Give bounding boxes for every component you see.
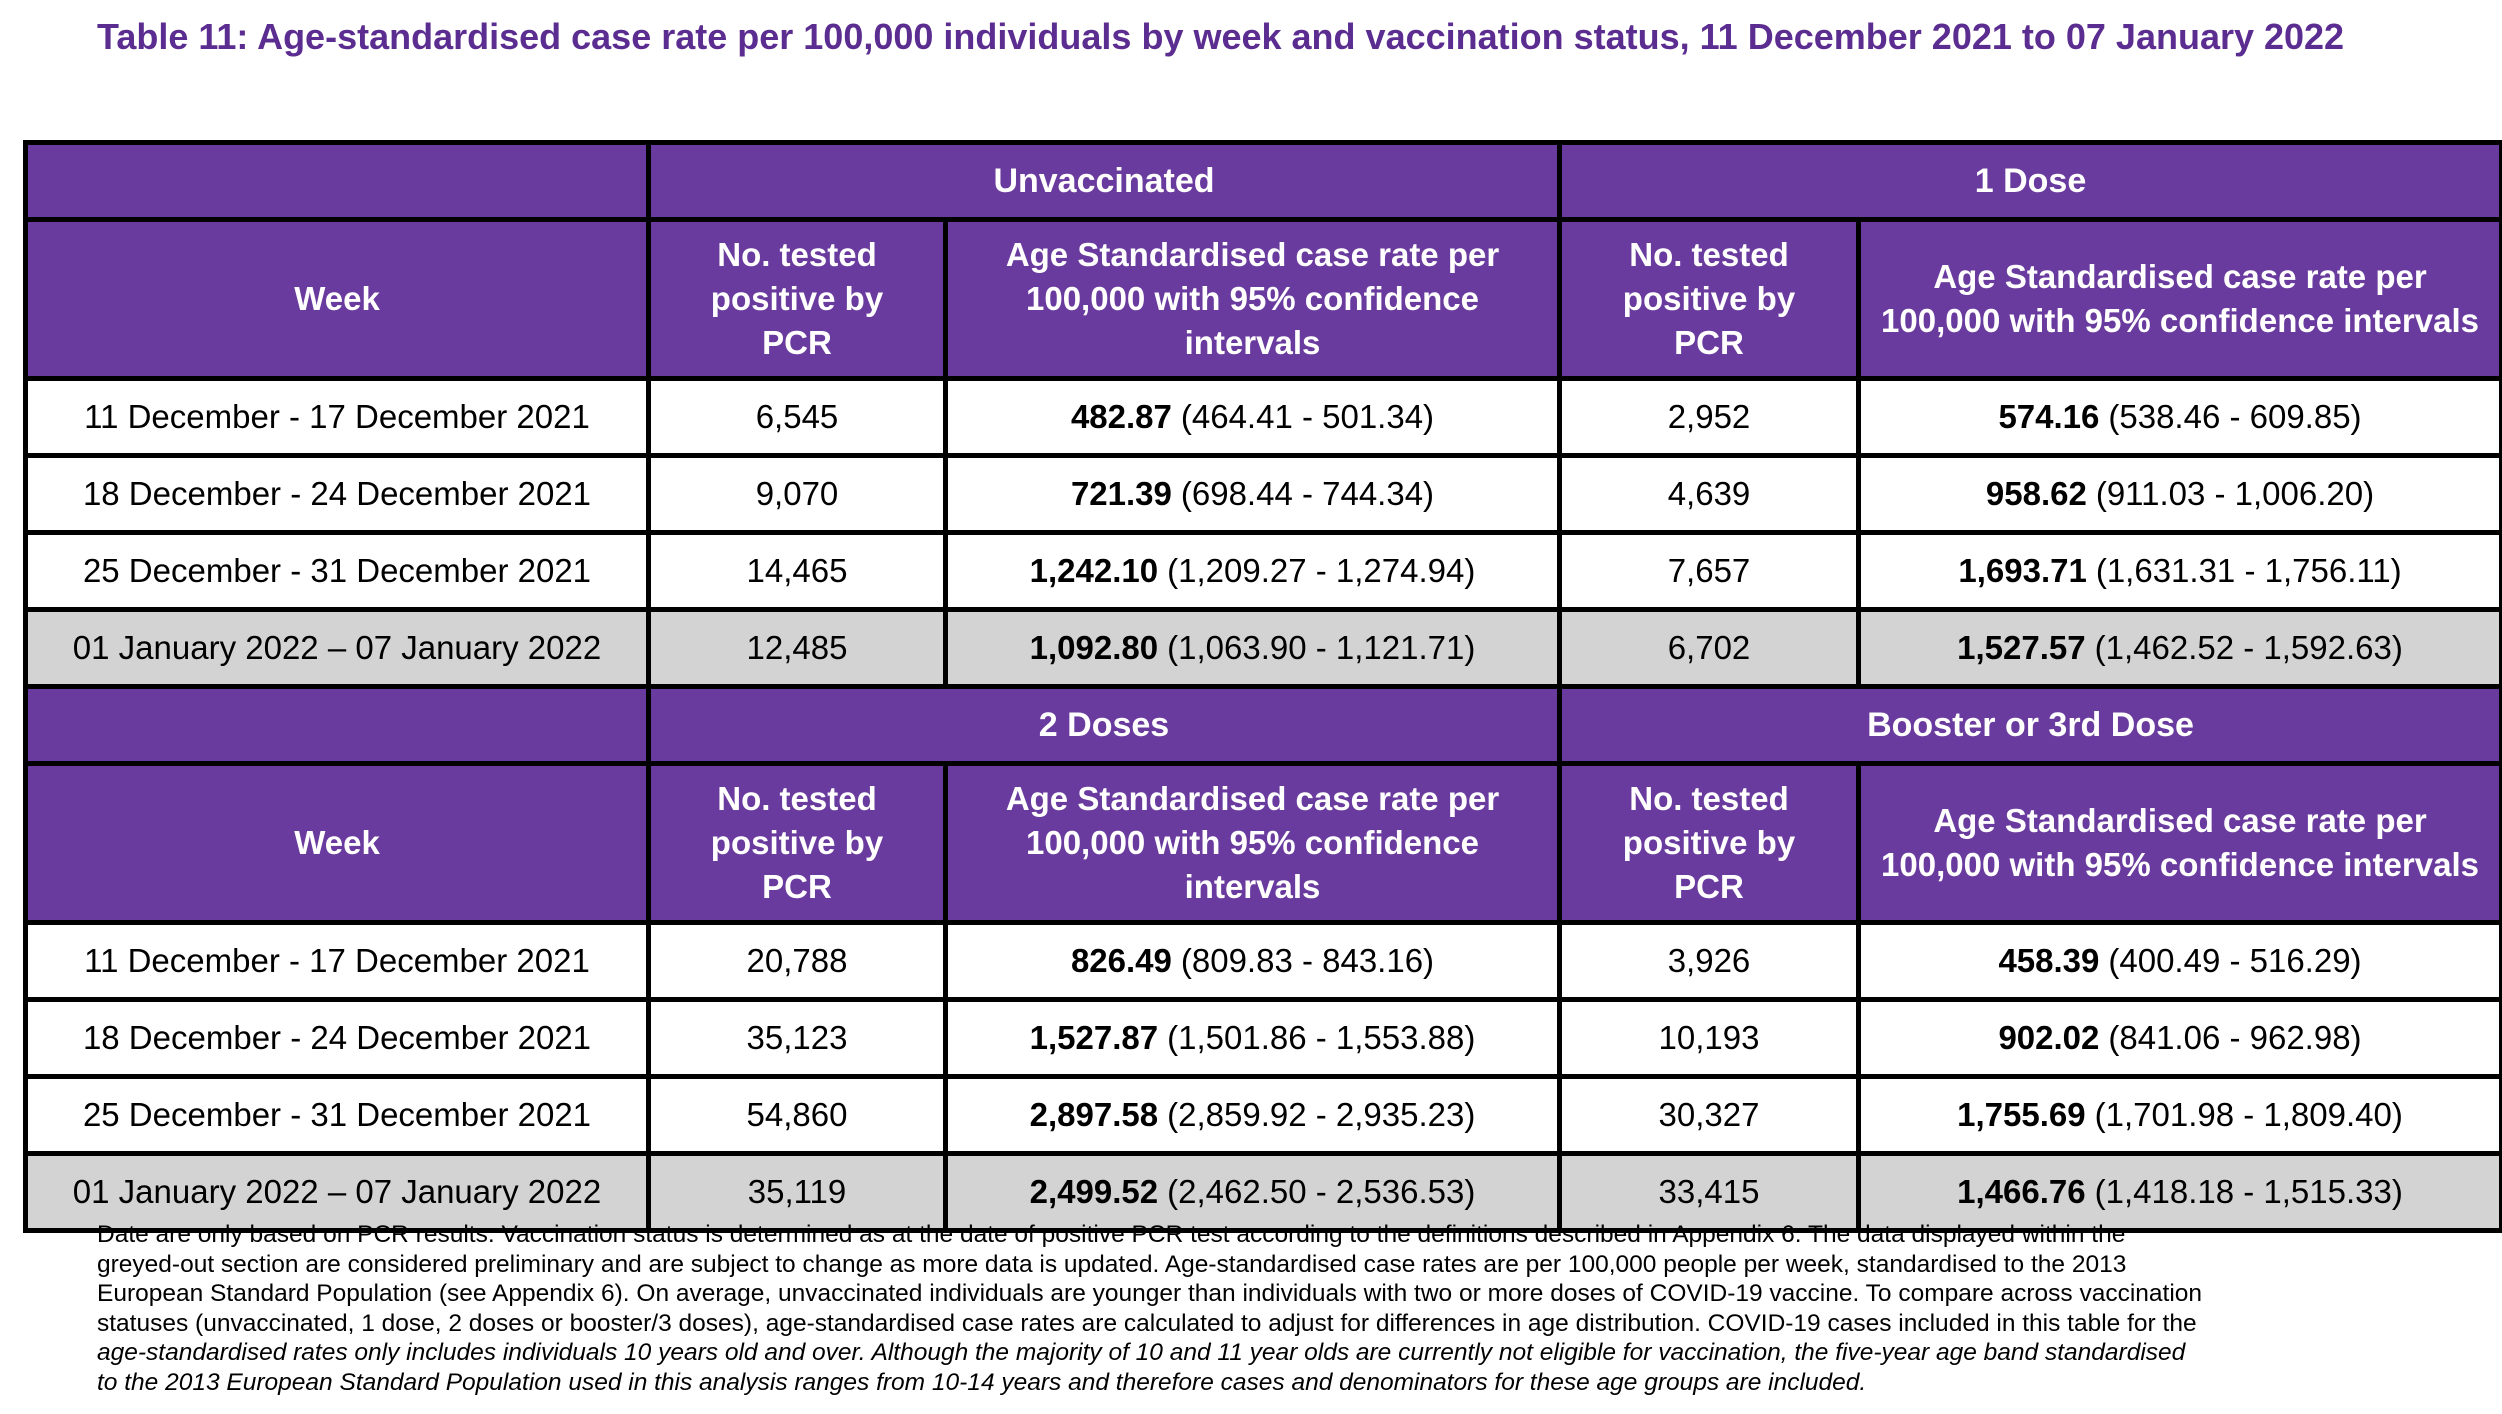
count-cell: 4,639 — [1560, 456, 1859, 533]
rate-column-header: Age Standardised case rate per 100,000 with 95% confidence intervals — [946, 220, 1560, 379]
rate-cell — [946, 610, 1560, 687]
confidence-interval: (1,631.31 - 1,756.11) — [2095, 552, 2402, 589]
rate-column-header: Age Standardised case rate per 100,000 with 95% confidence intervals — [1859, 764, 2502, 923]
rate-cell — [946, 1000, 1560, 1077]
count-cell: 12,485 — [649, 610, 946, 687]
week-column-header: Week — [26, 220, 649, 379]
rate-value: 902.02 — [1998, 1019, 2100, 1056]
rate-column-header: Age Standardised case rate per 100,000 with 95% confidence intervals — [1859, 220, 2502, 379]
rate-cell — [1859, 456, 2502, 533]
empty-corner-cell — [26, 143, 649, 220]
count-cell: 33,415 — [1560, 1154, 1859, 1231]
count-column-header: No. tested positive by PCR — [1560, 220, 1859, 379]
count-cell: 3,926 — [1560, 923, 1859, 1000]
rate-value: 1,092.80 — [1029, 629, 1159, 666]
table-row — [26, 533, 2502, 610]
rate-cell — [946, 533, 1560, 610]
confidence-interval: (464.41 - 501.34) — [1180, 398, 1435, 435]
count-cell: 6,545 — [649, 379, 946, 456]
rate-cell — [1859, 923, 2502, 1000]
table-row — [26, 1000, 2502, 1077]
footnote-line: Date are only based on PCR results. Vaccination status is determined as at the date of positive PCR test according to the definitions described in Appendix 6. The data displayed within the — [97, 1221, 2126, 1248]
week-cell: 18 December - 24 December 2021 — [26, 456, 649, 533]
case-rate-table — [23, 140, 2502, 1233]
confidence-interval: (2,859.92 - 2,935.23) — [1167, 1096, 1476, 1133]
confidence-interval: (911.03 - 1,006.20) — [2095, 475, 2375, 512]
rate-value: 1,755.69 — [1957, 1096, 2086, 1133]
rate-value: 1,242.10 — [1029, 552, 1159, 589]
count-column-header: No. tested positive by PCR — [1560, 764, 1859, 923]
confidence-interval: (1,462.52 - 1,592.63) — [2094, 629, 2403, 666]
rate-value: 1,527.87 — [1029, 1019, 1159, 1056]
group-header-booster: Booster or 3rd Dose — [1560, 687, 2502, 764]
confidence-interval: (1,501.86 - 1,553.88) — [1167, 1019, 1476, 1056]
group-header-1-dose: 1 Dose — [1560, 143, 2502, 220]
footnote-line: statuses (unvaccinated, 1 dose, 2 doses or booster/3 doses), age-standardised case rates are calculated to adjust for differences in age distribution. COVID-19 cases included in this table for the — [97, 1309, 2197, 1337]
rate-value: 2,499.52 — [1029, 1173, 1159, 1210]
rate-value: 721.39 — [1070, 475, 1172, 512]
confidence-interval: (1,418.18 - 1,515.33) — [2094, 1173, 2403, 1210]
week-cell: 11 December - 17 December 2021 — [26, 923, 649, 1000]
table-row — [26, 456, 2502, 533]
count-cell: 2,952 — [1560, 379, 1859, 456]
rate-value: 574.16 — [1998, 398, 2100, 435]
footnote — [97, 1220, 2202, 1398]
rate-value: 1,466.76 — [1957, 1173, 2086, 1210]
rate-value: 826.49 — [1070, 942, 1172, 979]
count-cell: 6,702 — [1560, 610, 1859, 687]
week-column-header: Week — [26, 764, 649, 923]
table-row — [26, 379, 2502, 456]
count-cell: 10,193 — [1560, 1000, 1859, 1077]
rate-cell — [1859, 610, 2502, 687]
week-cell: 01 January 2022 – 07 January 2022 — [26, 1154, 649, 1231]
week-cell: 25 December - 31 December 2021 — [26, 1077, 649, 1154]
count-cell: 30,327 — [1560, 1077, 1859, 1154]
rate-cell — [1859, 533, 2502, 610]
rate-value: 458.39 — [1998, 942, 2100, 979]
rate-value: 2,897.58 — [1029, 1096, 1159, 1133]
rate-column-header: Age Standardised case rate per 100,000 with 95% confidence intervals — [946, 764, 1560, 923]
count-column-header: No. tested positive by PCR — [649, 764, 946, 923]
confidence-interval: (809.83 - 843.16) — [1180, 942, 1435, 979]
empty-corner-cell — [26, 687, 649, 764]
count-cell: 20,788 — [649, 923, 946, 1000]
rate-cell — [946, 379, 1560, 456]
week-cell: 11 December - 17 December 2021 — [26, 379, 649, 456]
rate-cell — [1859, 1154, 2502, 1231]
group-header-unvaccinated: Unvaccinated — [649, 143, 1560, 220]
confidence-interval: (1,209.27 - 1,274.94) — [1167, 552, 1476, 589]
week-cell: 01 January 2022 – 07 January 2022 — [26, 610, 649, 687]
count-cell: 35,123 — [649, 1000, 946, 1077]
table-row — [26, 923, 2502, 1000]
group-header-row — [26, 687, 2502, 764]
footnote-line: to the 2013 European Standard Population used in this analysis ranges from 10-14 years and therefore cases and denominators for these age groups are included. — [97, 1368, 1867, 1396]
rate-value: 482.87 — [1070, 398, 1172, 435]
count-cell: 14,465 — [649, 533, 946, 610]
table-row-preliminary — [26, 610, 2502, 687]
rate-cell — [946, 1154, 1560, 1231]
footnote-line: European Standard Population (see Appendix 6). On average, unvaccinated individuals are younger than individuals with two or more doses of COVID-19 vaccine. To compare across vaccination — [97, 1280, 2203, 1308]
count-cell: 7,657 — [1560, 533, 1859, 610]
count-cell: 9,070 — [649, 456, 946, 533]
column-header-row — [26, 764, 2502, 923]
rate-cell — [946, 456, 1560, 533]
table-row — [26, 1077, 2502, 1154]
rate-cell — [1859, 1077, 2502, 1154]
column-header-row — [26, 220, 2502, 379]
confidence-interval: (538.46 - 609.85) — [2108, 398, 2362, 435]
confidence-interval: (2,462.50 - 2,536.53) — [1167, 1173, 1476, 1210]
group-header-row — [26, 143, 2502, 220]
rate-value: 1,527.57 — [1957, 629, 2086, 666]
rate-cell — [1859, 1000, 2502, 1077]
rate-cell — [946, 923, 1560, 1000]
week-cell: 25 December - 31 December 2021 — [26, 533, 649, 610]
count-cell: 35,119 — [649, 1154, 946, 1231]
rate-cell — [946, 1077, 1560, 1154]
footnote-line: age-standardised rates only includes individuals 10 years old and over. Although the majority of 10 and 11 year olds are currently not eligible for vaccination, the five-year age band standardised — [97, 1339, 2186, 1367]
table-row-preliminary — [26, 1154, 2502, 1231]
week-cell: 18 December - 24 December 2021 — [26, 1000, 649, 1077]
confidence-interval: (1,063.90 - 1,121.71) — [1167, 629, 1476, 666]
confidence-interval: (400.49 - 516.29) — [2108, 942, 2362, 979]
confidence-interval: (698.44 - 744.34) — [1180, 475, 1435, 512]
table-title: Table 11: Age-standardised case rate per 100,000 individuals by week and vaccination status, 11 December 2021 to 07 January 2022 — [97, 16, 2345, 57]
confidence-interval: (1,701.98 - 1,809.40) — [2094, 1096, 2403, 1133]
footnote-line: greyed-out section are considered preliminary and are subject to change as more data is updated. Age-standardised case rates are per 100,000 people per week, standardised to the 2013 — [97, 1250, 2127, 1278]
rate-cell — [1859, 379, 2502, 456]
count-column-header: No. tested positive by PCR — [649, 220, 946, 379]
group-header-2-doses: 2 Doses — [649, 687, 1560, 764]
rate-value: 1,693.71 — [1958, 552, 2087, 589]
rate-value: 958.62 — [1985, 475, 2087, 512]
count-cell: 54,860 — [649, 1077, 946, 1154]
confidence-interval: (841.06 - 962.98) — [2108, 1019, 2362, 1056]
